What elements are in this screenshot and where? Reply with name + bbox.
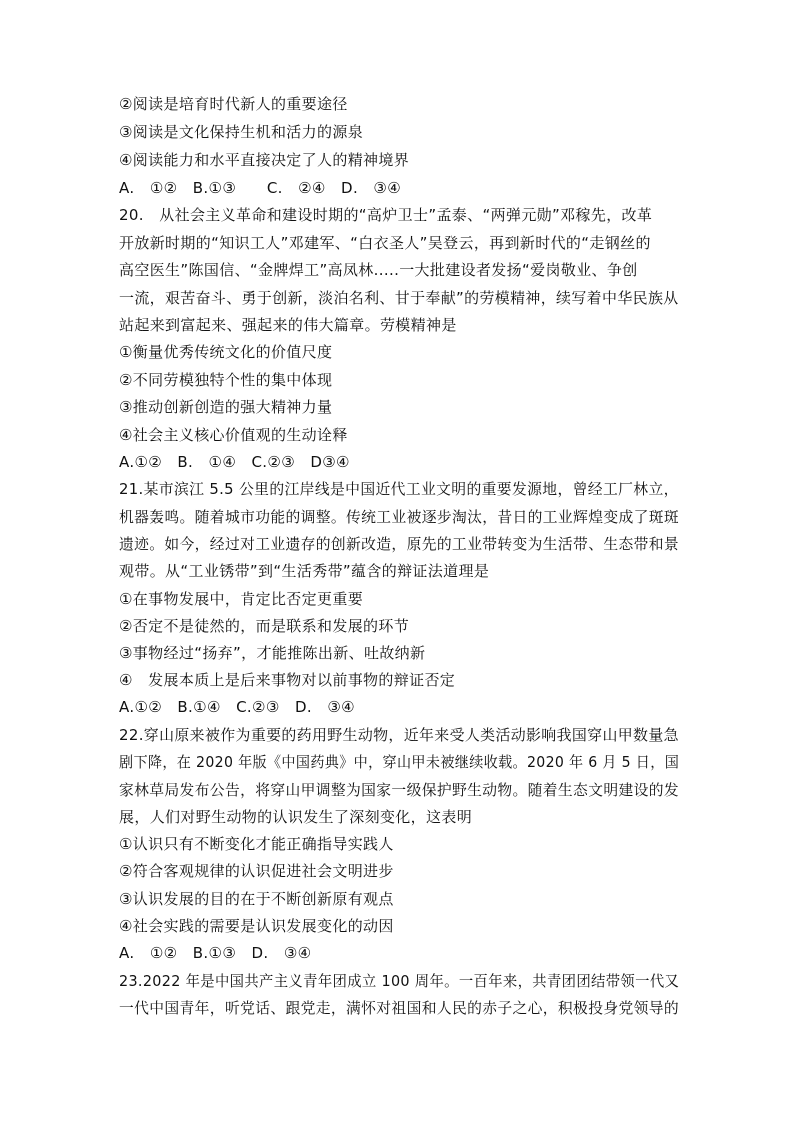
question-20-text: 站起来到富起来、强起来的伟大篇章。劳模精神是 xyxy=(119,316,457,334)
option-line: ③事物经过“扬弃”，才能推陈出新、吐故纳新 xyxy=(119,644,426,662)
question-22-text: 展，人们对野生动物的认识发生了深刻变化，这表明 xyxy=(119,808,473,826)
question-21-text: 机器轰鸣。随着城市功能的调整。传统工业被逐步淘汰，昔日的工业辉煌变成了斑斑 xyxy=(119,508,680,526)
option-line: ②符合客观规律的认识促进社会文明进步 xyxy=(119,862,394,880)
question-22-text: 剧下降，在 2020 年版《中国药典》中，穿山甲未被继续收载。2020 年 6 月 5 日，国 xyxy=(119,753,680,771)
question-22-text: 22.穿山原来被作为重要的药用野生动物，近年来受人类活动影响我国穿山甲数量急 xyxy=(119,726,679,744)
option-line: ③推动创新创造的强大精神力量 xyxy=(119,398,333,416)
option-line: ④社会实践的需要是认识发展变化的动因 xyxy=(119,917,394,935)
option-line: ①衡量优秀传统文化的价值尺度 xyxy=(119,343,333,361)
question-23-text: 23.2022 年是中国共产主义青年团成立 100 周年。一百年来，共青团团结带领一代又 xyxy=(119,972,680,990)
option-line: ②阅读是培育时代新人的重要途径 xyxy=(119,95,348,113)
answer-choices: A. ①② B.①③ C. ②④ D. ③④ xyxy=(119,179,402,197)
option-line: ④社会主义核心价值观的生动诠释 xyxy=(119,426,348,444)
option-line: ②不同劳模独特个性的集中体现 xyxy=(119,371,333,389)
question-21-text: 21.某市滨江 5.5 公里的江岸线是中国近代工业文明的重要发源地，曾经工厂林立， xyxy=(119,480,679,498)
question-22-text: 家林草局发布公告，将穿山甲调整为国家一级保护野生动物。随着生态文明建设的发 xyxy=(119,781,680,799)
option-line: ③阅读是文化保持生机和活力的源泉 xyxy=(119,123,364,141)
question-23-text: 一代中国青年，听党话、跟党走，满怀对祖国和人民的赤子之心，积极投身党领导的 xyxy=(119,999,680,1017)
option-line: ④ 发展本质上是后来事物对以前事物的辩证否定 xyxy=(119,671,456,689)
answer-choices: A. ①② B.①③ D. ③④ xyxy=(119,944,312,962)
question-20-text: 高空医生”陈国信、“金牌焊工”高凤林.....一大批建设者发扬“爱岗敬业、争创 xyxy=(119,261,638,279)
option-line: ①在事物发展中，肯定比否定更重要 xyxy=(119,590,364,608)
option-line: ④阅读能力和水平直接决定了人的精神境界 xyxy=(119,151,410,169)
question-21-text: 观带。从“工业锈带”到“生活秀带”蕴含的辩证法道理是 xyxy=(119,562,490,580)
answer-choices: A.①② B. ①④ C.②③ D③④ xyxy=(119,453,350,471)
option-line: ①认识只有不断变化才能正确指导实践人 xyxy=(119,835,394,853)
question-20-text: 一流，艰苦奋斗、勇于创新，淡泊名利、甘于奉献”的劳模精神，续写着中华民族从 xyxy=(119,289,679,307)
option-line: ②否定不是徒然的，而是联系和发展的环节 xyxy=(119,617,410,635)
answer-choices: A.①② B.①④ C.②③ D. ③④ xyxy=(119,698,355,716)
question-21-text: 遗迹。如今，经过对工业遗存的创新改造，原先的工业带转变为生活带、生态带和景 xyxy=(119,535,680,553)
question-20-text: 开放新时期的“知识工人”邓建军、“白衣圣人”吴登云，再到新时代的“走钢丝的 xyxy=(119,234,651,252)
question-20-text: 20. 从社会主义革命和建设时期的“高炉卫士”孟泰、“两弹元勋”邓稼先，改革 xyxy=(119,206,653,224)
option-line: ③认识发展的目的在于不断创新原有观点 xyxy=(119,890,394,908)
